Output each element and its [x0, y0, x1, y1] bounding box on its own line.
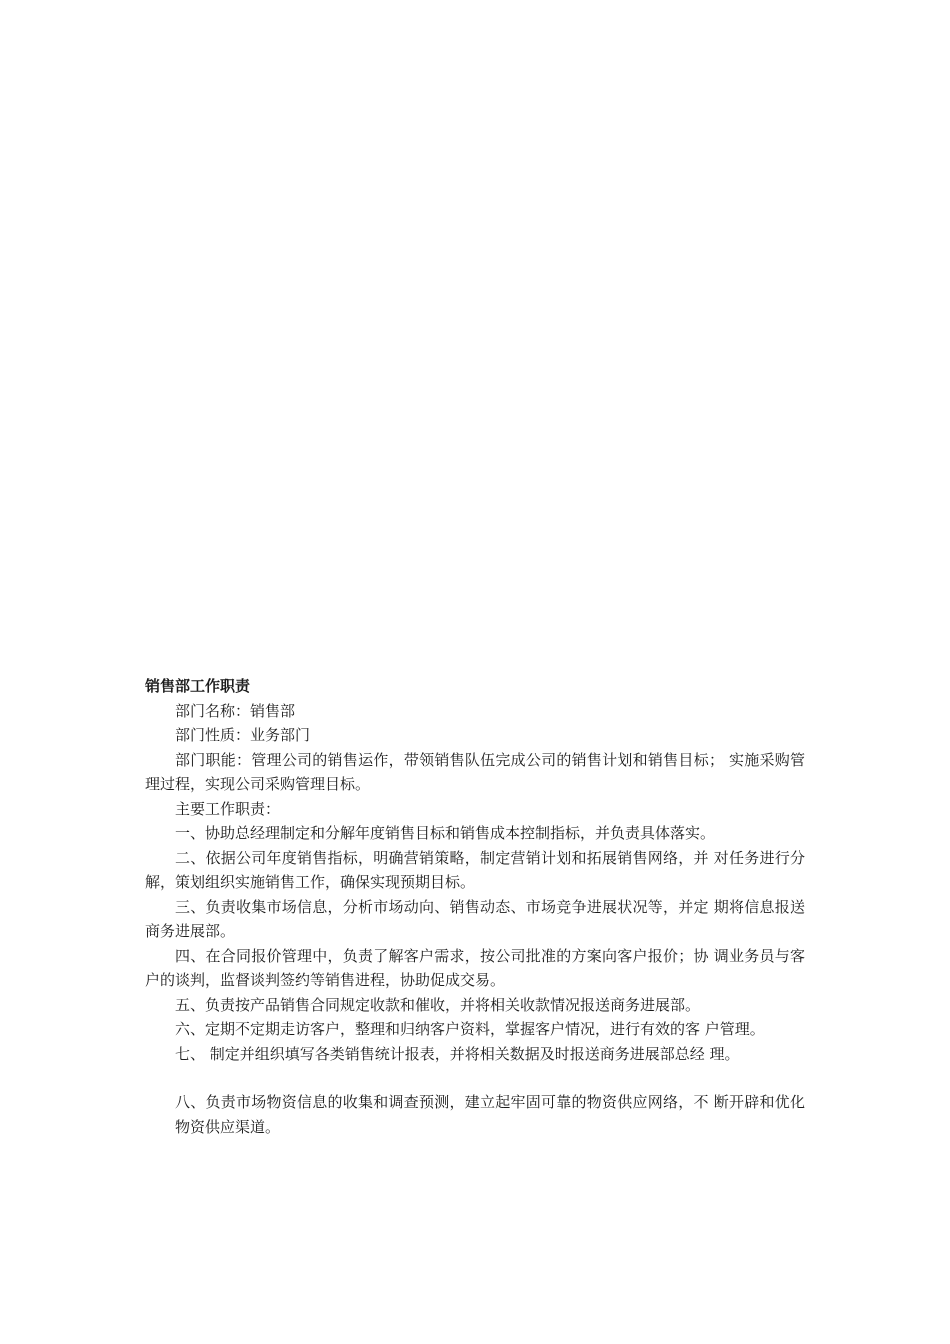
dept-function-paragraph: 部门职能：管理公司的销售运作，带领销售队伍完成公司的销售计划和销售目标； 实施采购管理过程，实现公司采购管理目标。 — [145, 750, 805, 793]
duty-item-3: 三、负责收集市场信息，分析市场动向、销售动态、市场竞争进展状况等，并定 期将信息报送商务进展部。 — [145, 897, 805, 940]
duty-item-8: 八、负责市场物资信息的收集和调查预测，建立起牢固可靠的物资供应网络，不 断开辟和优化物资供应渠道。 — [175, 1093, 805, 1136]
duty-item-5: 五、负责按产品销售合同规定收款和催收，并将相关收款情况报送商务进展部。 — [175, 995, 701, 1014]
paragraph-gap — [145, 1066, 805, 1090]
document-title: 销售部工作职责 — [145, 677, 251, 695]
duty-item-2: 二、依据公司年度销售指标，明确营销策略，制定营销计划和拓展销售网络，并 对任务进行分解，策划组织实施销售工作，确保实现预期目标。 — [145, 848, 805, 891]
duty-item-4: 四、在合同报价管理中，负责了解客户需求，按公司批准的方案向客户报价；协 调业务员与客户的谈判，监督谈判签约等销售进程，协助促成交易。 — [145, 946, 805, 989]
duty-item-1: 一、协助总经理制定和分解年度销售目标和销售成本控制指标，并负责具体落实。 — [175, 824, 716, 842]
duty-item-7: 七、 制定并组织填写各类销售统计报表，并将相关数据及时报送商务进展部总经 理。 — [175, 1044, 740, 1063]
dept-nature-line: 部门性质：业务部门 — [175, 726, 311, 744]
dept-name-line: 部门名称：销售部 — [175, 701, 296, 720]
main-duties-heading: 主要工作职责： — [175, 799, 281, 818]
duty-item-6: 六、定期不定期走访客户，整理和归纳客户资料，掌握客户情况，进行有效的客 户管理。 — [175, 1020, 765, 1038]
document-body — [145, 674, 805, 1139]
